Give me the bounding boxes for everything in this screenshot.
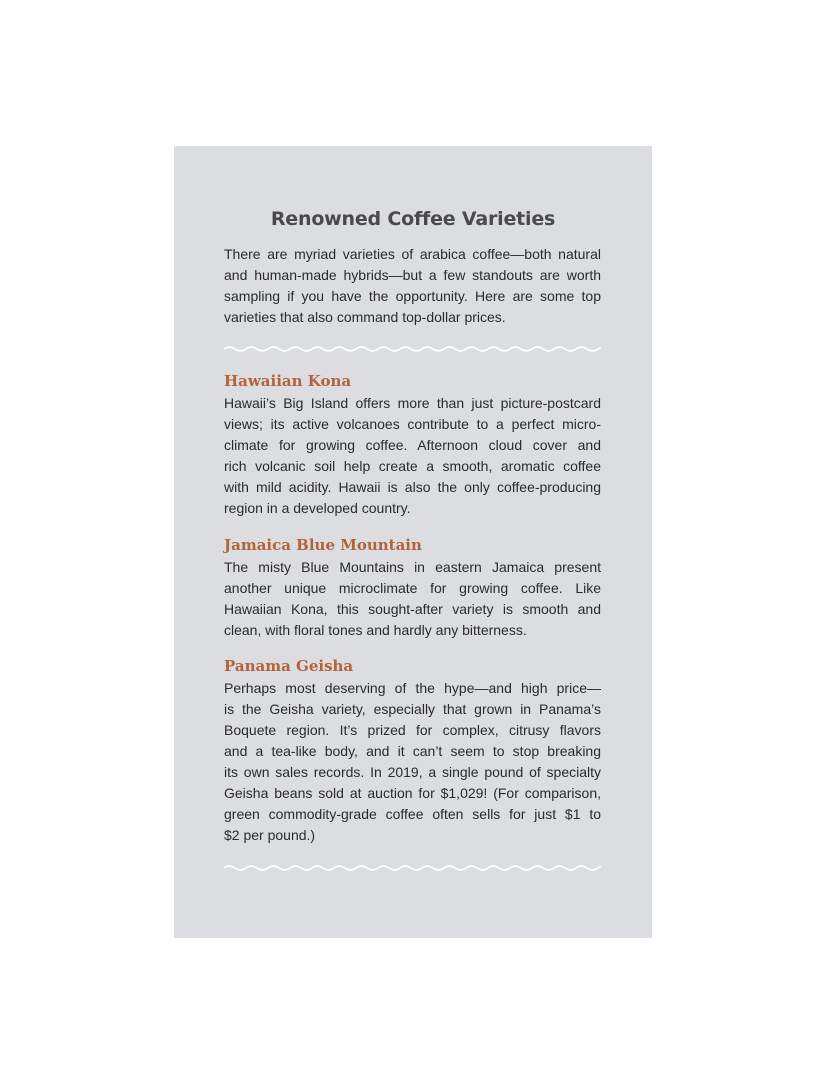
text-line: views; its active volcanoes contribute to a perfect micro- — [224, 416, 601, 432]
section-heading-jamaica-blue-mountain: Jamaica Blue Mountain — [224, 536, 422, 554]
text-line: Hawaiian Kona, this sought-after variety is smooth and — [224, 601, 601, 617]
wavy-divider — [224, 344, 601, 354]
text-line: Geisha beans sold at auction for $1,029! (For comparison, — [224, 785, 601, 801]
text-line: Perhaps most deserving of the hype—and high price— — [224, 680, 601, 696]
text-line: Hawaii’s Big Island offers more than just picture-postcard — [224, 395, 601, 411]
text-line: rich volcanic soil help create a smooth, aromatic coffee — [224, 458, 601, 474]
text-line: climate for growing coffee. Afternoon cloud cover and — [224, 437, 601, 453]
text-line: The misty Blue Mountains in eastern Jamaica present — [224, 559, 601, 575]
text-line: its own sales records. In 2019, a single pound of specialty — [224, 764, 601, 780]
intro-paragraph — [224, 244, 601, 328]
section-body-panama-geisha — [224, 678, 601, 846]
text-line: another unique microclimate for growing coffee. Like — [224, 580, 601, 596]
text-line: There are myriad varieties of arabica coffee—both natural — [224, 246, 601, 262]
section-heading-hawaiian-kona: Hawaiian Kona — [224, 372, 352, 390]
section-body-hawaiian-kona — [224, 393, 601, 519]
sidebar-card — [174, 146, 652, 938]
text-line: clean, with floral tones and hardly any bitterness. — [224, 622, 527, 638]
card-title: Renowned Coffee Varieties — [270, 208, 556, 230]
section-heading-panama-geisha: Panama Geisha — [224, 657, 354, 675]
text-line: and a tea-like body, and it can’t seem to stop breaking — [224, 743, 601, 759]
wavy-divider — [224, 863, 601, 873]
text-line: region in a developed country. — [224, 500, 411, 516]
text-line: with mild acidity. Hawaii is also the only coffee-producing — [224, 479, 601, 495]
section-body-jamaica-blue-mountain — [224, 557, 601, 641]
text-line: is the Geisha variety, especially that grown in Panama’s — [224, 701, 601, 717]
text-line: $2 per pound.) — [224, 827, 316, 843]
text-line: varieties that also command top-dollar prices. — [224, 309, 506, 325]
text-line: Boquete region. It’s prized for complex, citrusy flavors — [224, 722, 601, 738]
text-line: sampling if you have the opportunity. Here are some top — [224, 288, 601, 304]
text-line: and human-made hybrids—but a few standouts are worth — [224, 267, 601, 283]
text-line: green commodity-grade coffee often sells for just $1 to — [224, 806, 601, 822]
